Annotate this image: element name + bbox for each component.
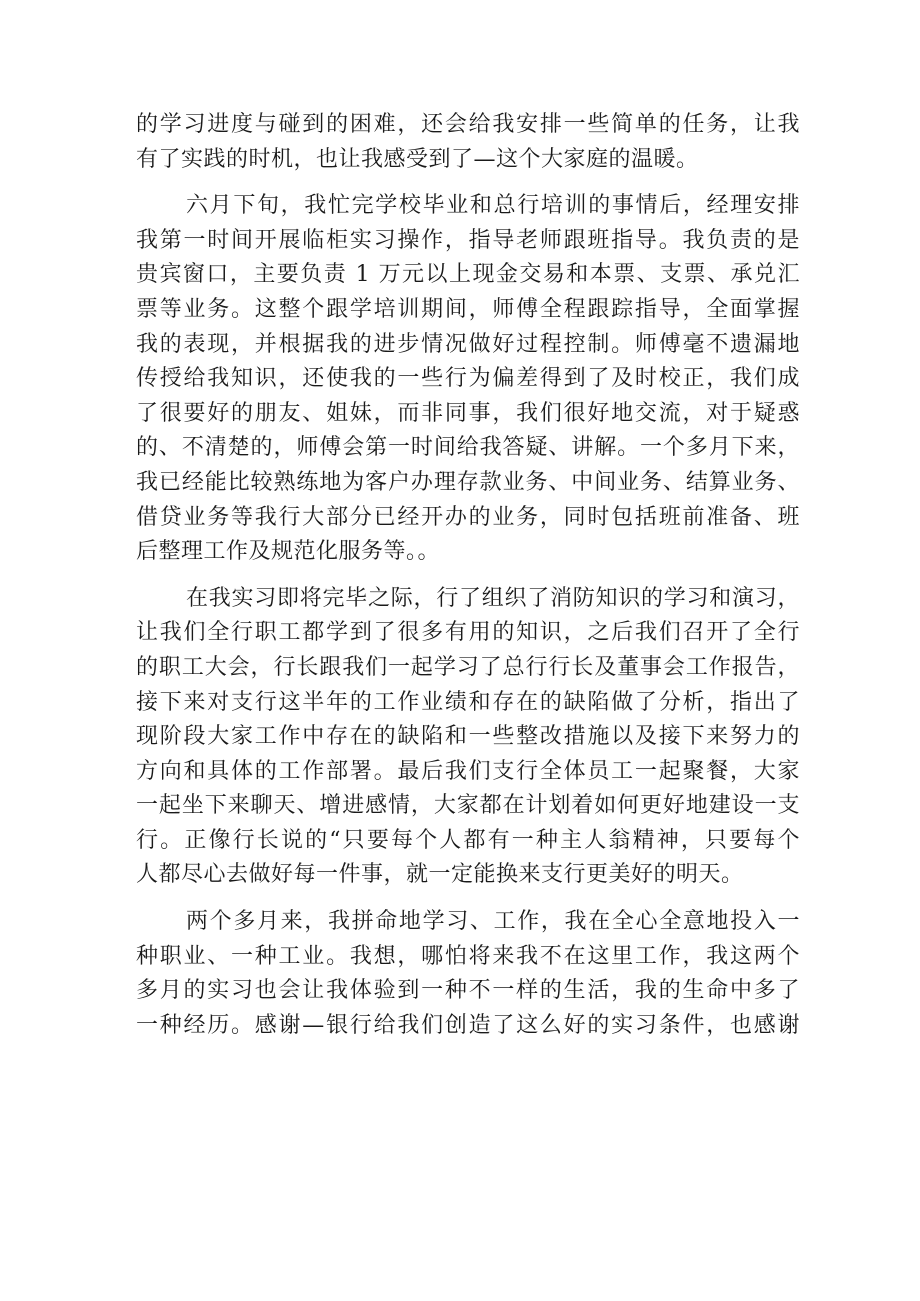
text-line: 借贷业务等我行大部分已经开办的业务，同时包括班前准备、班 <box>136 504 800 530</box>
text-line: 人都尽心去做好每一件事，就一定能换来支行更美好的明天。 <box>136 862 744 888</box>
text-line: 我第一时间开展临柜实习操作，指导老师跟班指导。我负责的是 <box>136 227 800 253</box>
body-text <box>136 108 800 1055</box>
text-line: 票等业务。这整个跟学培训期间，师傅全程跟踪指导，全面掌握 <box>136 296 800 322</box>
paragraph-3 <box>136 582 800 893</box>
text-line: 的学习进度与碰到的困难，还会给我安排一些简单的任务，让我 <box>136 112 800 137</box>
paragraph-4 <box>136 905 800 1043</box>
text-line: 接下来对支行这半年的工作业绩和存在的缺陷做了分析，指出了 <box>136 689 800 715</box>
paragraph-2 <box>136 189 800 570</box>
text-line: 种职业、一种工业。我想，哪怕将来我不在这里工作，我这两个 <box>136 943 800 969</box>
text-line: 方向和具体的工作部署。最后我们支行全体员工一起聚餐，大家 <box>136 758 800 784</box>
text-line: 传授给我知识，还使我的一些行为偏差得到了及时校正，我们成 <box>136 366 800 392</box>
text-line: 六月下旬，我忙完学校毕业和总行培训的事情后，经理安排 <box>186 193 800 219</box>
text-line: 行。正像行长说的“只要每个人都有一种主人翁精神，只要每个 <box>136 827 800 853</box>
text-line: 在我实习即将完毕之际，行了组织了消防知识的学习和演习， <box>186 585 800 611</box>
text-line: 现阶段大家工作中存在的缺陷和一些整改措施以及接下来努力的 <box>136 724 800 750</box>
text-line: 我的表现，并根据我的进步情况做好过程控制。师傅毫不遗漏地 <box>136 331 800 357</box>
text-line: 后整理工作及规范化服务等。。 <box>136 539 441 565</box>
text-line: 两个多月来，我拼命地学习、工作，我在全心全意地投入一 <box>186 909 800 935</box>
text-line: 多月的实习也会让我体验到一种不一样的生活，我的生命中多了 <box>136 978 800 1004</box>
text-line: 贵宾窗口，主要负责 1 万元以上现金交易和本票、支票、承兑汇 <box>136 262 800 288</box>
text-line: 的、不清楚的，师傅会第一时间给我答疑、讲解。一个多月下来， <box>136 435 800 461</box>
text-line: 让我们全行职工都学到了很多有用的知识，之后我们召开了全行 <box>136 620 800 646</box>
text-line: 了很要好的朋友、姐妹，而非同事，我们很好地交流，对于疑惑 <box>136 400 800 426</box>
text-line: 一起坐下来聊天、增进感情，大家都在计划着如何更好地建设一支 <box>136 793 800 819</box>
text-line: 一种经历。感谢—银行给我们创造了这么好的实习条件，也感谢 <box>136 1012 800 1038</box>
text-line: 我已经能比较熟练地为客户办理存款业务、中间业务、结算业务、 <box>136 469 800 495</box>
text-line: 的职工大会，行长跟我们一起学习了总行行长及董事会工作报告， <box>136 654 800 680</box>
text-line: 有了实践的时机，也让我感受到了—这个大家庭的温暖。 <box>136 146 699 172</box>
paragraph-1 <box>136 108 800 177</box>
